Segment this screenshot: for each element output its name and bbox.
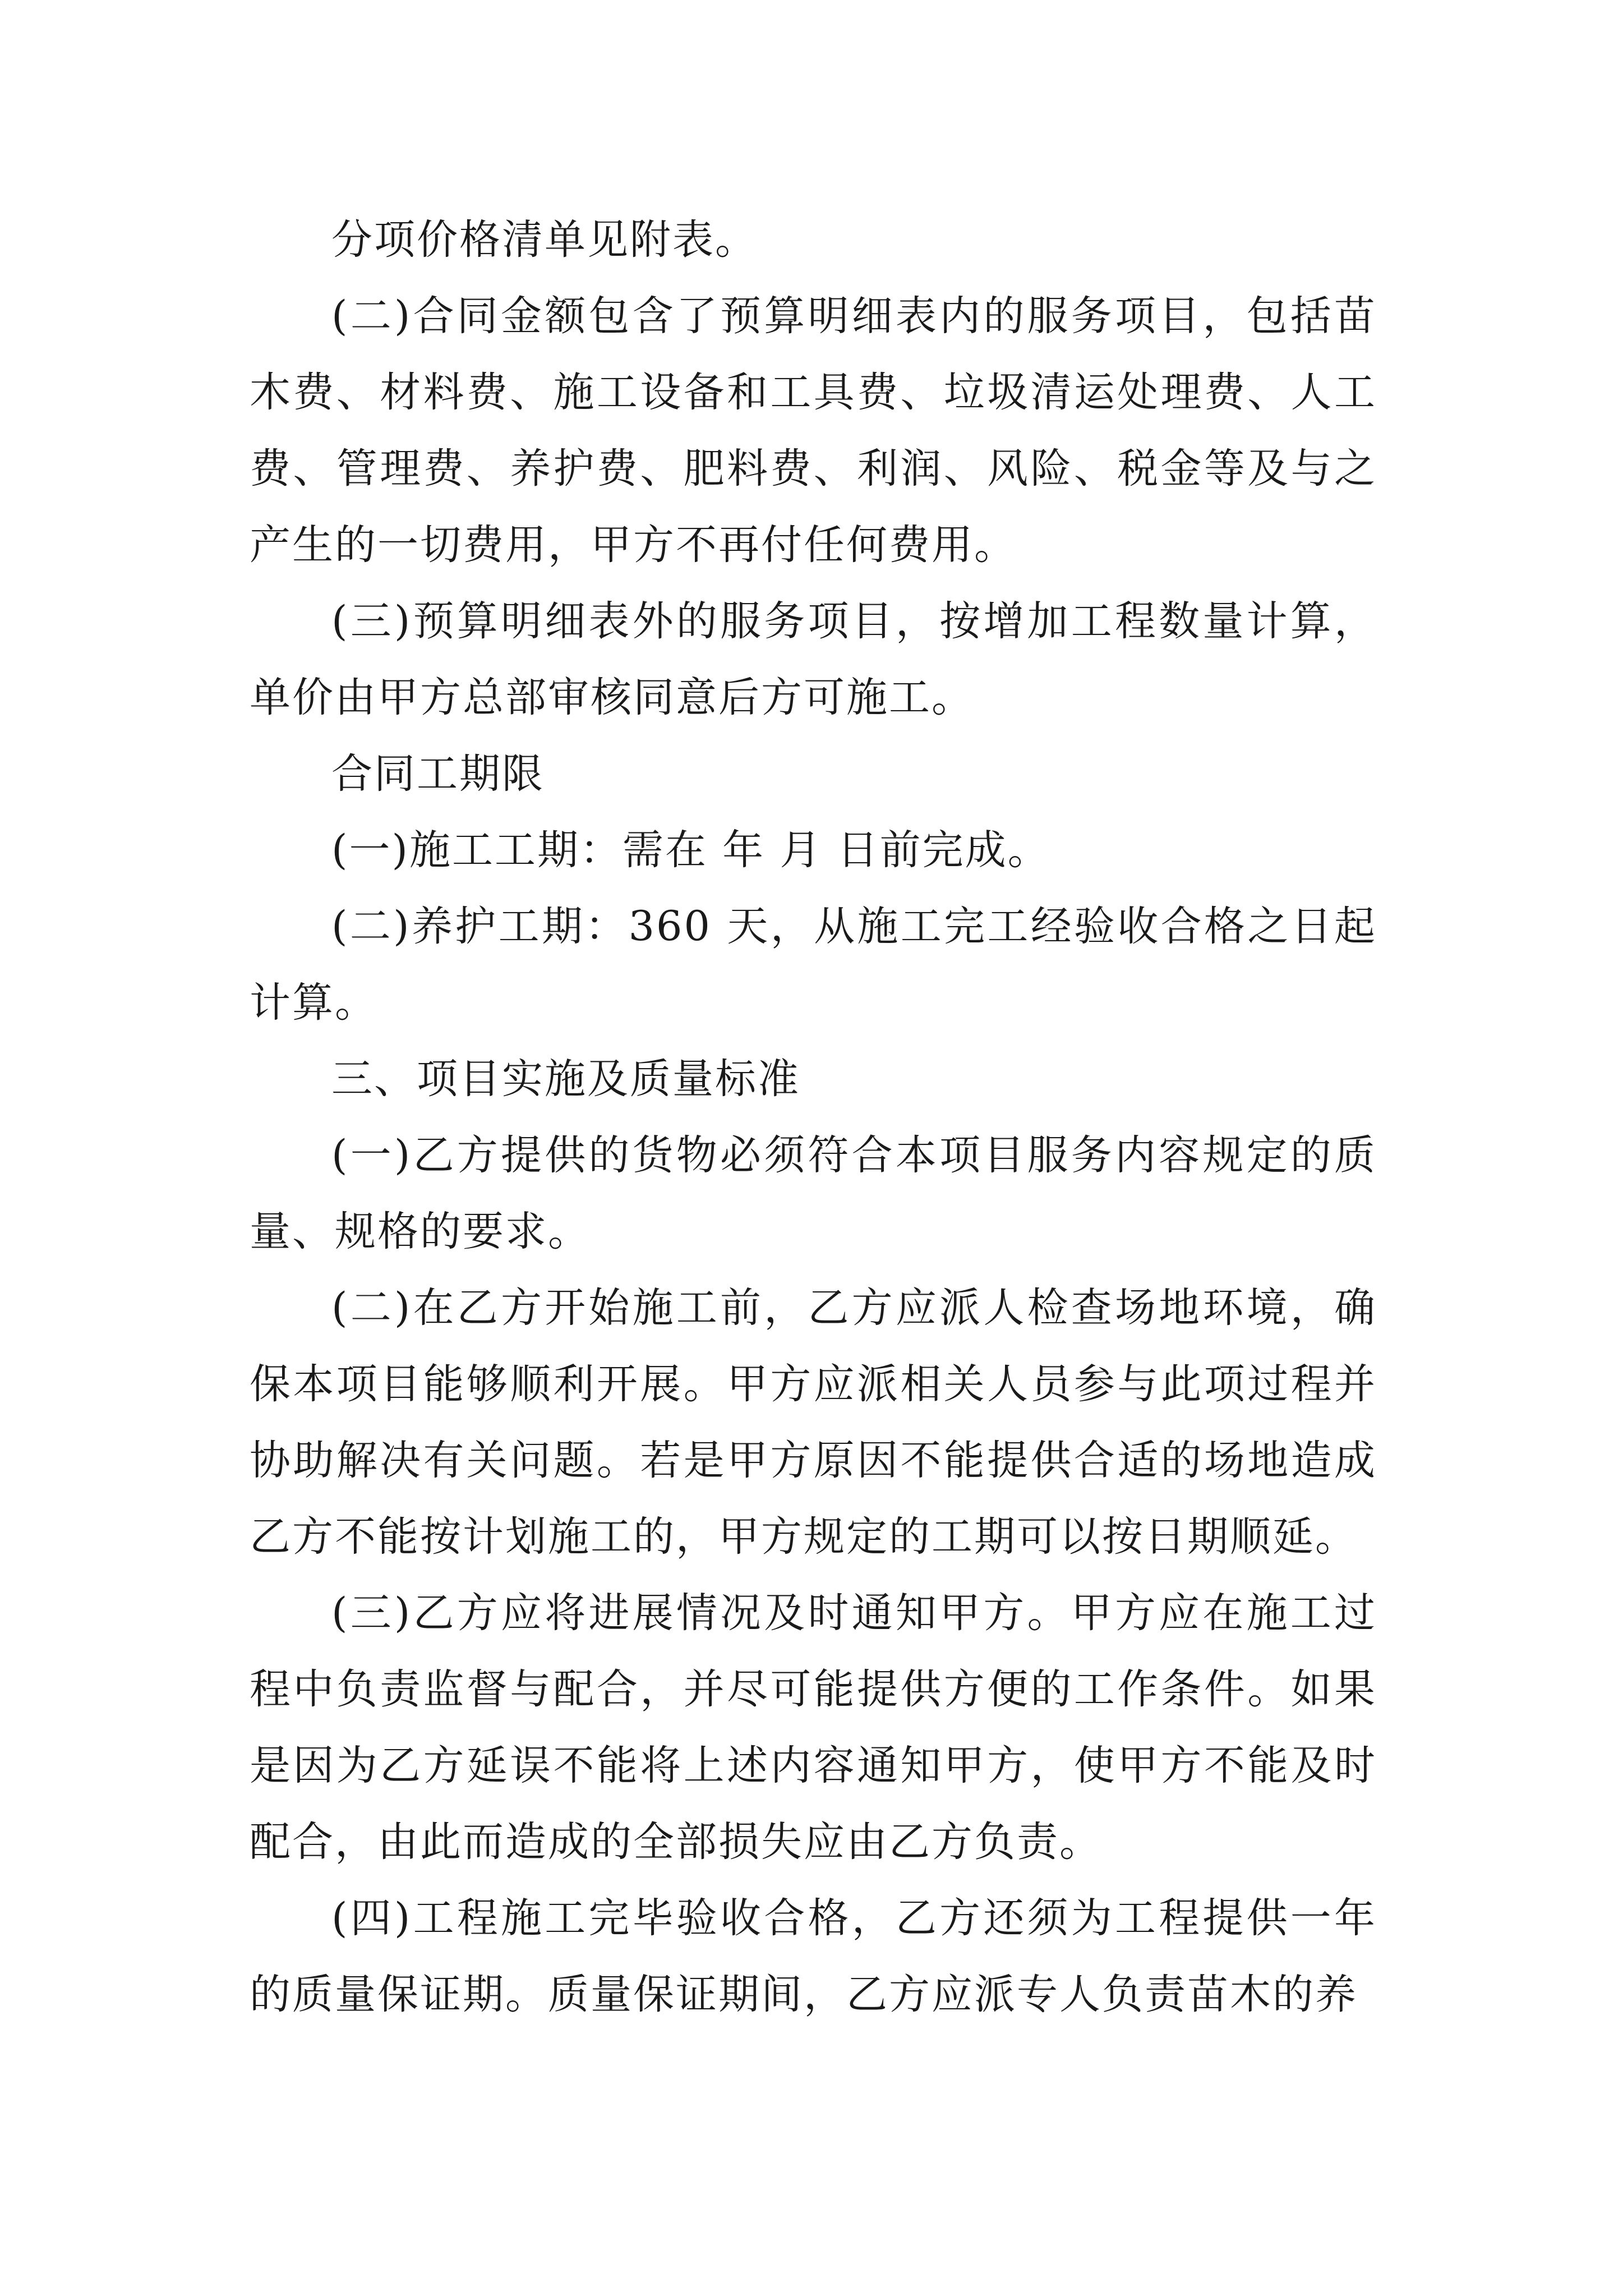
document-body: [250, 202, 1377, 2033]
paragraph-goods-quality: (一)乙方提供的货物必须符合本项目服务内容规定的质量、规格的要求。: [250, 1131, 1377, 1255]
paragraph-site-inspection: (二)在乙方开始施工前，乙方应派人检查场地环境，确保本项目能够顺利开展。甲方应派相关人员参与此项过程并协助解决有关问题。若是甲方原因不能提供合适的场地造成乙方不能按计划施工的，甲方规定的工期可以按日期顺延。: [250, 1284, 1377, 1561]
section-heading-contract-period: 合同工期限: [331, 750, 545, 798]
paragraph-progress-notice: (三)乙方应将进展情况及时通知甲方。甲方应在施工过程中负责监督与配合，并尽可能提供方便的工作条件。如果是因为乙方延误不能将上述内容通知甲方，使甲方不能及时配合，由此而造成的全部损失应由乙方负责。: [250, 1589, 1377, 1866]
paragraph-maintenance-period: (二)养护工期：360 天，从施工完工经验收合格之日起计算。: [250, 903, 1377, 1027]
section-heading-implementation-quality: 三、项目实施及质量标准: [331, 1055, 800, 1103]
paragraph-price-list: 分项价格清单见附表。: [331, 216, 758, 264]
paragraph-contract-amount: (二)合同金额包含了预算明细表内的服务项目，包括苗木费、材料费、施工设备和工具费、垃圾清运处理费、人工费、管理费、养护费、肥料费、利润、风险、税金等及与之产生的一切费用，甲方不再付任何费用。: [250, 292, 1377, 569]
paragraph-extra-items: (三)预算明细表外的服务项目，按增加工程数量计算，单价由甲方总部审核同意后方可施工。: [250, 597, 1377, 721]
paragraph-construction-period: (一)施工工期：需在 年 月 日前完成。: [331, 826, 1050, 874]
paragraph-warranty-period: (四)工程施工完毕验收合格，乙方还须为工程提供一年的质量保证期。质量保证期间，乙方应派专人负责苗木的养: [250, 1894, 1377, 2018]
